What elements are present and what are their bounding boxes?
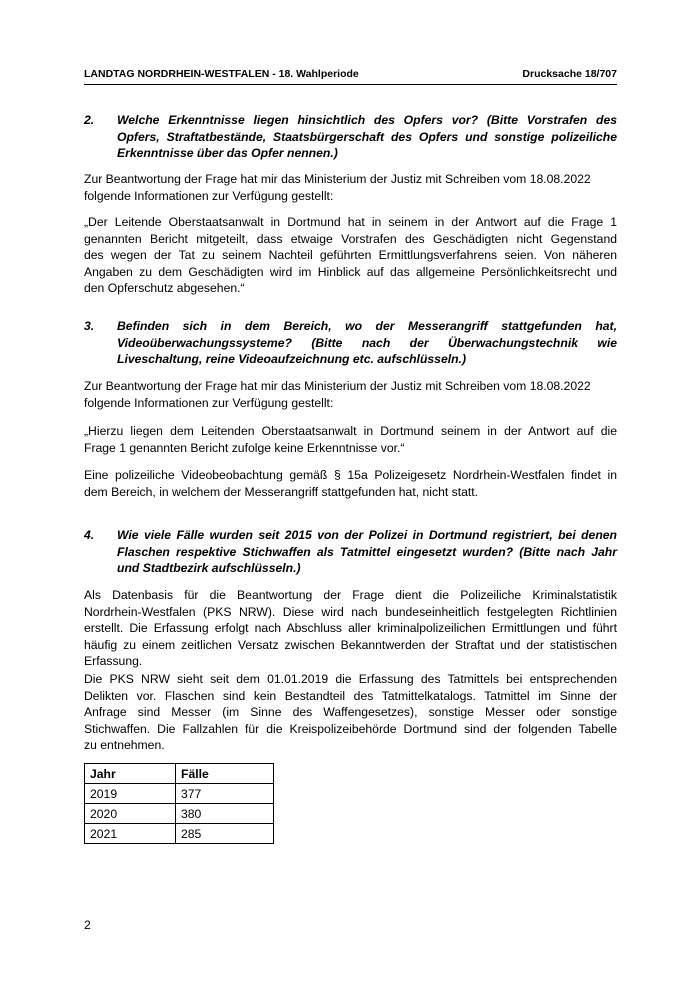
paragraph-line: „Der Leitende Oberstaatsanwalt in Dortmund hat in seinem in der Antwort auf die Frage 1 — [84, 215, 617, 229]
paragraph-line: Die PKS NRW sieht seit dem 01.01.2019 die Erfassung des Tatmittels bei entsprechenden — [84, 672, 617, 686]
paragraph-line: „Hierzu liegen dem Leitenden Oberstaatsanwalt in Dortmund seinem in der Antwort auf die — [84, 424, 617, 438]
paragraph-line: Als Datenbasis für die Beantwortung der Frage dient die Polizeiliche Kriminalstatistik — [84, 588, 617, 602]
answer-4-paragraph-1 — [84, 587, 617, 670]
paragraph-line: Stichwaffen. Die Fallzahlen für die Kreispolizeibehörde Dortmund sind der folgenden Tabelle — [84, 721, 617, 736]
cell-year: 2019 — [85, 784, 176, 804]
paragraph-line: Zur Beantwortung der Frage hat mir das Ministerium der Justiz mit Schreiben vom 18.08.2022 — [84, 379, 591, 393]
question-number: 2. — [84, 113, 95, 127]
question-4 — [84, 527, 617, 577]
paragraph-line: Angaben zu dem Geschädigten wird im Hinblick auf das allgemeine Persönlichkeitsrecht und — [84, 264, 617, 279]
header-title: LANDTAG NORDRHEIN-WESTFALEN - 18. Wahlperiode — [84, 68, 359, 80]
table-row — [85, 824, 274, 844]
table-row — [85, 784, 274, 804]
cell-year: 2020 — [85, 804, 176, 824]
question-3 — [84, 318, 617, 368]
question-2 — [84, 112, 617, 162]
paragraph-line: dem Bereich, in welchem der Messerangriff stattgefunden hat, nicht statt. — [84, 484, 479, 499]
paragraph-line: Nordrhein-Westfalen (PKS NRW). Diese wird nach bundeseinheitlich festgelegten Richtlinien — [84, 604, 617, 619]
question-line: Befinden sich in dem Bereich, wo der Messerangriff stattgefunden hat, — [117, 319, 617, 333]
question-line: Wie viele Fälle wurden seit 2015 von der Polizei in Dortmund registriert, bei denen — [117, 528, 617, 542]
paragraph-line: folgende Informationen zur Verfügung gestellt: — [84, 188, 334, 203]
table-row — [85, 804, 274, 824]
paragraph-line: Zur Beantwortung der Frage hat mir das Ministerium der Justiz mit Schreiben vom 18.08.2022 — [84, 172, 591, 186]
answer-3-quote — [84, 423, 617, 456]
page-header — [84, 66, 617, 85]
cell-year: 2021 — [85, 824, 176, 844]
answer-4-paragraph-2 — [84, 671, 617, 754]
paragraph-line: erstellt. Die Erfassung erfolgt nach Abschluss aller kriminalpolizeilichen Ermittlungen und führt — [84, 621, 617, 635]
question-line: Videoüberwachungssysteme? (Bitte nach der Überwachungstechnik wie — [117, 335, 617, 350]
cell-cases: 380 — [176, 804, 274, 824]
question-line: Flaschen respektive Stichwaffen als Tatmittel eingesetzt wurden? (Bitte nach Jahr — [117, 544, 617, 559]
paragraph-line: Anfrage sind Messer (im Sinne des Waffengesetzes), sonstige Messer oder sonstige — [84, 705, 617, 719]
paragraph-line: genannten Bericht mitgeteilt, dass etwaige Vorstrafen des Geschädigten nicht Gegenstand — [84, 231, 617, 246]
question-line: Liveschaltung, reine Videoaufzeichnung etc. aufschlüsseln.) — [117, 352, 466, 366]
cases-table — [84, 763, 274, 844]
paragraph-line: Frage 1 genannten Bericht zufolge keine Erkenntnisse vor.“ — [84, 440, 405, 455]
header-document-number: Drucksache 18/707 — [522, 68, 617, 80]
paragraph-line: folgende Informationen zur Verfügung gestellt: — [84, 395, 334, 410]
paragraph-line: Eine polizeiliche Videobeobachtung gemäß § 15a Polizeigesetz Nordrhein-Westfalen findet in — [84, 468, 617, 482]
table-header-row — [85, 764, 274, 784]
paragraph-line: den Opferschutz abgesehen.“ — [84, 281, 245, 295]
answer-3-text — [84, 467, 617, 500]
paragraph-line: zu entnehmen. — [84, 738, 165, 752]
question-line: Welche Erkenntnisse liegen hinsichtlich des Opfers vor? (Bitte Vorstrafen des — [117, 113, 617, 127]
page-number: 2 — [84, 918, 91, 932]
question-number: 3. — [84, 319, 95, 333]
paragraph-line: Erfassung. — [84, 654, 143, 668]
answer-3-intro — [84, 378, 617, 411]
paragraph-line: des wegen der Tat zu seinem Nachteil geführten Ermittlungsverfahrens seien. Von näheren — [84, 248, 617, 262]
cell-cases: 377 — [176, 784, 274, 804]
cell-cases: 285 — [176, 824, 274, 844]
header-cell-year: Jahr — [85, 764, 176, 784]
header-cell-cases: Fälle — [176, 764, 274, 784]
answer-2-intro — [84, 171, 617, 204]
question-line: und Stadtbezirk aufschlüsseln.) — [117, 561, 301, 575]
question-number: 4. — [84, 528, 95, 542]
question-line: Erkenntnisse über das Opfer nennen.) — [117, 146, 338, 160]
paragraph-line: Delikten vor. Flaschen sind kein Bestandteil des Tatmittelkatalogs. Tatmittel im Sinne der — [84, 688, 617, 703]
question-line: Opfers, Straftatbestände, Staatsbürgerschaft des Opfers und sonstige polizeiliche — [117, 129, 617, 144]
paragraph-line: häufig zu einem zeitlichen Versatz zwischen Bekanntwerden der Straftat und der statistischen — [84, 637, 617, 652]
answer-2-quote — [84, 214, 617, 297]
